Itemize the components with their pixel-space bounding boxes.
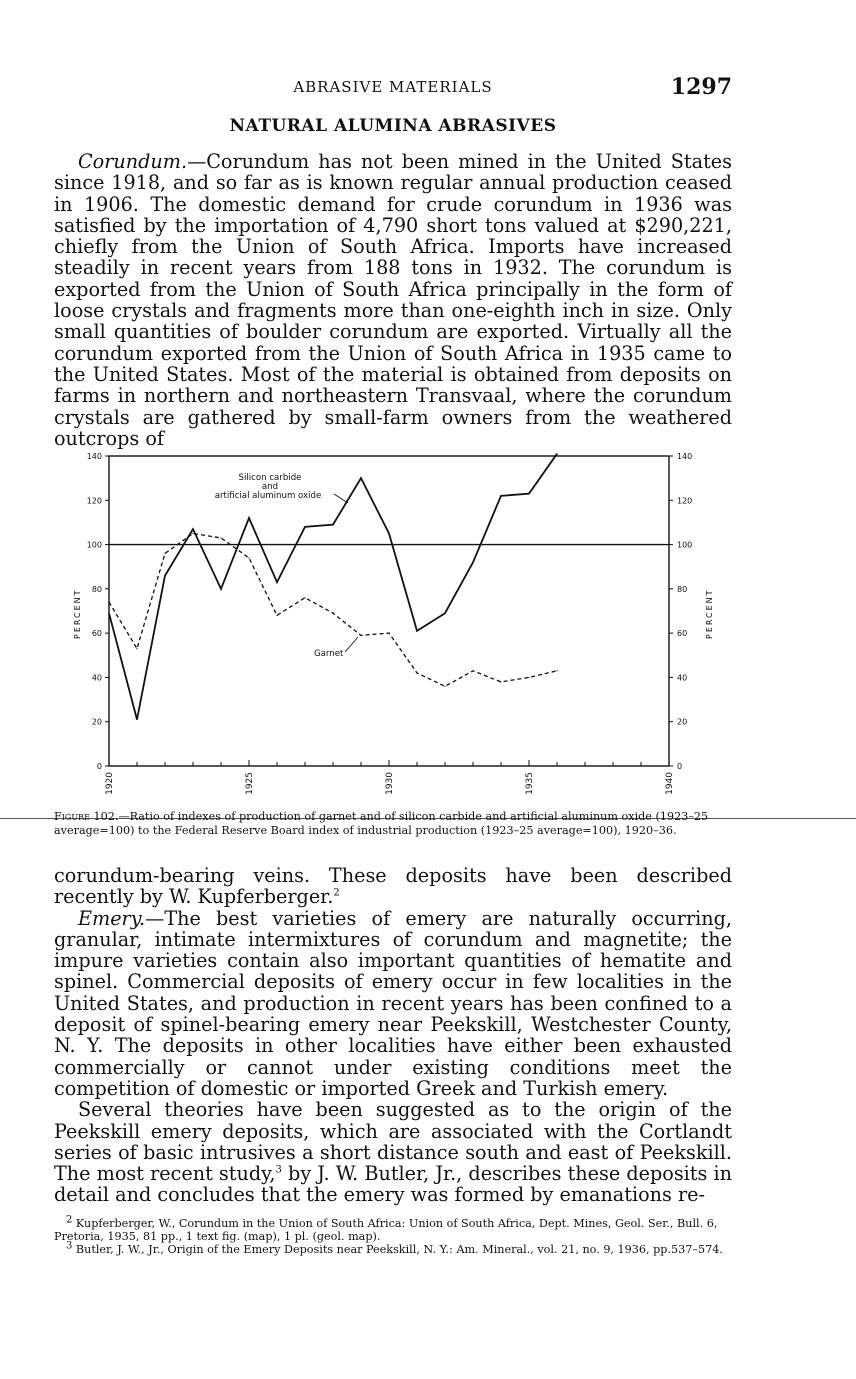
y-tick-label-left: 120 bbox=[86, 496, 102, 506]
y-tick-label-right: 100 bbox=[677, 540, 693, 550]
footnote-3 bbox=[54, 1240, 734, 1256]
point-silicon-carbide-1926 bbox=[276, 582, 277, 583]
y-axis-label-right: PERCENT bbox=[705, 588, 714, 639]
point-garnet-1935 bbox=[528, 677, 529, 678]
point-silicon-carbide-1925 bbox=[248, 517, 249, 518]
footnote-3-mark: 3 bbox=[66, 1240, 73, 1252]
y-tick-label-left: 0 bbox=[96, 762, 102, 771]
y-tick-label-right: 60 bbox=[677, 629, 688, 639]
point-silicon-carbide-1923 bbox=[192, 528, 193, 529]
corundum-paragraph bbox=[54, 151, 732, 449]
annotation-silicon-carbide-line3: artificial aluminum oxide bbox=[214, 491, 322, 501]
y-tick-label-right: 40 bbox=[677, 673, 688, 683]
y-tick-label-left: 140 bbox=[86, 452, 102, 461]
point-garnet-1936 bbox=[556, 670, 557, 671]
x-tick-label: 1940 bbox=[665, 772, 675, 795]
x-tick-label: 1935 bbox=[525, 772, 535, 795]
point-silicon-carbide-1936 bbox=[556, 453, 557, 454]
point-silicon-carbide-1920 bbox=[108, 613, 109, 614]
section-title: NATURAL ALUMINA ABRASIVES bbox=[229, 116, 557, 136]
point-garnet-1921 bbox=[136, 648, 137, 649]
point-garnet-1934 bbox=[500, 681, 501, 682]
series-line-silicon-carbide bbox=[109, 454, 557, 720]
footnote-2 bbox=[54, 1214, 734, 1243]
theories-text-b: by J. W. Butler, Jr., describes these deposits in detail and concludes that the emery was formed by emanations re- bbox=[54, 1162, 732, 1207]
point-garnet-1929 bbox=[360, 635, 361, 636]
figure-label: Figure 102. bbox=[54, 810, 119, 823]
point-silicon-carbide-1924 bbox=[220, 588, 221, 589]
y-tick-label-right: 120 bbox=[677, 496, 693, 506]
point-garnet-1927 bbox=[304, 597, 305, 598]
point-garnet-1930 bbox=[388, 633, 389, 634]
point-garnet-1933 bbox=[472, 670, 473, 671]
corundum-text: —Corundum has not been mined in the United States since 1918, and so far as is known regular annual production ceased in 1906. The domestic demand for crude corundum in 1936 was satisfied by the importation of 4,790 short tons valued at $290,221, chiefly from the Union of South Africa. Imports have increased steadily in recent years from 188 tons in 1932. The corundum is exported from the Union of South Africa principally in the form of loose crystals and fragments more than one-eighth inch in size. Only small quantities of boulder corundum are exported. Virtually all the corundum exported from the Union of South Africa in 1935 came to the United States. Most of the material is obtained from deposits on farms in northern and northeastern Transvaal, where the corundum crystals are gathered by small-farm owners from the weathered outcrops of bbox=[54, 150, 732, 450]
point-silicon-carbide-1922 bbox=[164, 575, 165, 576]
footnotes bbox=[54, 1214, 734, 1256]
theories-text-a: Several theories have been suggested as to the origin of the Peekskill emery deposits, which are associated with the Cortlandt series of basic intrusives a short distance south and east of Peekskill. The most recent study, bbox=[54, 1098, 732, 1186]
figure-caption bbox=[54, 810, 734, 838]
point-garnet-1920 bbox=[108, 602, 109, 603]
point-garnet-1925 bbox=[248, 557, 249, 558]
y-tick-label-left: 60 bbox=[91, 629, 102, 639]
y-tick-label-right: 80 bbox=[677, 584, 688, 594]
point-silicon-carbide-1921 bbox=[136, 719, 137, 720]
point-garnet-1931 bbox=[416, 672, 417, 673]
point-silicon-carbide-1934 bbox=[500, 495, 501, 496]
point-silicon-carbide-1928 bbox=[332, 524, 333, 525]
footnote-3-text: Butler, J. W., Jr., Origin of the Emery Deposits near Peekskill, N. Y.: Am. Mineral., vol. 21, no. 9, 1936, pp.537–574. bbox=[72, 1243, 723, 1256]
point-silicon-carbide-1927 bbox=[304, 526, 305, 527]
running-header bbox=[54, 74, 732, 104]
x-tick-label: 1925 bbox=[245, 772, 255, 795]
y-tick-label-left: 100 bbox=[86, 540, 102, 550]
plot-frame bbox=[109, 456, 669, 766]
figure-caption-text: —Ratio of indexes of production of garnet and of silicon carbide and artificial aluminum oxide (1923–25 average=100) to the Federal Reserve Board index of industrial production (1923–25 average=100), 1920–36. bbox=[54, 810, 709, 837]
annotation-silicon-carbide-line2: and bbox=[261, 482, 279, 492]
annotation-silicon-carbide-line1: Silicon carbide bbox=[238, 473, 302, 483]
x-tick-label: 1920 bbox=[105, 772, 115, 795]
footnote-2-mark: 2 bbox=[66, 1214, 73, 1226]
figure-102-chart bbox=[60, 446, 740, 812]
point-garnet-1926 bbox=[276, 615, 277, 616]
page-number: 1297 bbox=[670, 74, 732, 100]
point-garnet-1928 bbox=[332, 613, 333, 614]
running-title: ABRASIVE MATERIALS bbox=[293, 78, 493, 96]
corundum-run-in-heading: Corundum. bbox=[78, 150, 188, 173]
point-silicon-carbide-1932 bbox=[444, 613, 445, 614]
continued-text bbox=[54, 865, 732, 1206]
footnote-ref-2: 2 bbox=[333, 887, 340, 899]
footnote-ref-3: 3 bbox=[275, 1164, 282, 1176]
y-tick-label-left: 20 bbox=[91, 717, 102, 727]
continued-paragraph: corundum-bearing veins. These deposits have been described recently by W. Kupferberger. bbox=[54, 864, 732, 909]
x-tick-label: 1930 bbox=[385, 772, 395, 795]
point-garnet-1932 bbox=[444, 686, 445, 687]
annotation-garnet-leader bbox=[345, 637, 358, 652]
annotation-silicon-carbide-leader bbox=[334, 494, 348, 503]
footnote-2-text: Kupferberger, W., Corundum in the Union of South Africa: Union of South Africa, Dept. Mines, Geol. Ser., Bull. 6, Pretoria, 1935, 81 pp., 1 text fig. (map), 1 pl. (geol. map). bbox=[54, 1217, 718, 1243]
point-silicon-carbide-1935 bbox=[528, 493, 529, 494]
point-garnet-1923 bbox=[192, 533, 193, 534]
y-axis-label-left: PERCENT bbox=[73, 588, 82, 639]
point-silicon-carbide-1930 bbox=[388, 533, 389, 534]
y-tick-label-left: 40 bbox=[91, 673, 102, 683]
y-tick-label-right: 140 bbox=[677, 452, 693, 461]
emery-text: —The best varieties of emery are naturally occurring, granular, intimate intermixtures of corundum and magnetite; the impure varieties contain also important quantities of hematite and spinel. Commercial deposits of emery occur in few localities in the United States, and production in recent years has been confined to a deposit of spinel-bearing emery near Peekskill, Westchester County, N. Y. The deposits in other localities have either been exhausted commercially or cannot under existing conditions meet the competition of domestic or imported Greek and Turkish emery. bbox=[54, 906, 732, 1100]
y-tick-label-right: 20 bbox=[677, 717, 688, 727]
y-tick-label-right: 0 bbox=[677, 762, 683, 771]
emery-run-in-heading: Emery. bbox=[78, 906, 146, 930]
point-garnet-1924 bbox=[220, 537, 221, 538]
y-tick-label-left: 80 bbox=[91, 584, 102, 594]
point-silicon-carbide-1929 bbox=[360, 478, 361, 479]
annotation-garnet: Garnet bbox=[314, 649, 344, 659]
point-silicon-carbide-1933 bbox=[472, 562, 473, 563]
chart-svg bbox=[60, 446, 740, 808]
point-silicon-carbide-1931 bbox=[416, 630, 417, 631]
point-garnet-1922 bbox=[164, 553, 165, 554]
